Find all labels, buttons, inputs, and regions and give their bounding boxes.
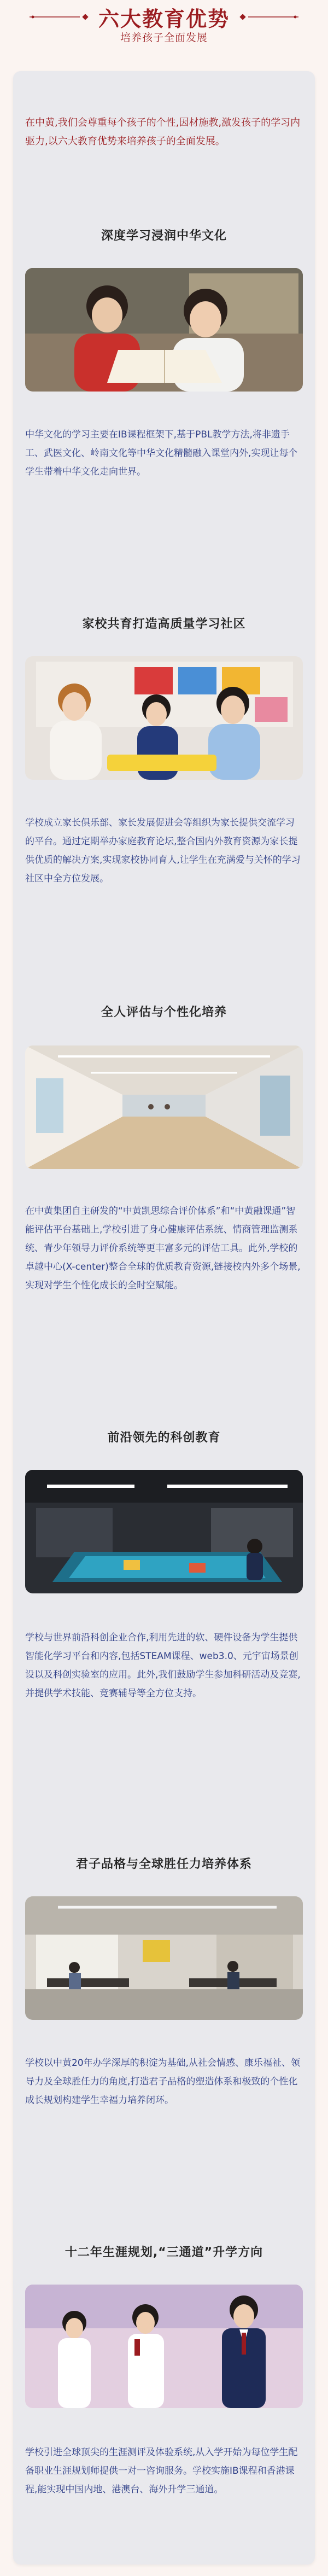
parents-teacher-child-photo	[25, 656, 303, 780]
right-ornament-icon	[238, 14, 298, 20]
section-title-chinese-culture: 深度学习浸润中华文化	[101, 229, 227, 243]
section-text-home-school: 学校成立家长俱乐部、家长发展促进会等组织为家长提供交流学习的平台。通过定期举办家庭教育论坛,整合国内外教育资源为家长提供优质的解决方案,实现家校协同育人,让学生在充满爱与关怀的学习社区中全方位发展。	[25, 817, 301, 884]
students-uniform-photo	[25, 2285, 303, 2408]
section-title-career-planning: 十二年生涯规划,“三通道”升学方向	[65, 2246, 263, 2259]
page-title: 六大教育优势	[98, 7, 230, 31]
section-title-innovation: 前沿领先的科创教育	[107, 1431, 221, 1445]
section-text-career-planning: 学校引进全球顶尖的生涯测评及体验系统,从入学开始为每位学生配备职业生涯规划师提供一对一咨询服务。学校实施IB课程和香港课程,能实现中国内地、港澳台、海外升学三通道。	[25, 2447, 298, 2495]
section-title-character: 君子品格与全球胜任力培养体系	[75, 1857, 252, 1871]
section-text-assessment: 在中黄集团自主研发的“中黄凯思综合评价体系”和“中黄融课通”智能评估平台基础上,学校引进了身心健康评估系统、情商管理监测系统、青少年领导力评价系统等更丰富多元的评估工具。此外,学校的卓越中心(X-center)整合全球的优质教育资源,链接校内外多个场景,实现对学生个性化成长的全时空赋能。	[25, 1206, 301, 1291]
page-subtitle: 培养孩子全面发展	[120, 32, 208, 44]
page-header	[0, 0, 328, 60]
students-reading-photo	[25, 268, 303, 392]
library-photo	[25, 1896, 303, 2020]
section-title-assessment: 全人评估与个性化培养	[101, 1006, 227, 1019]
section-text-character: 学校以中黄20年办学深厚的积淀为基础,从社会情感、康乐福祉、领导力及全球胜任力的角度,打造君子品格的塑造体系和极致的个性化成长规划构建学生幸福力培养闭环。	[25, 2058, 301, 2106]
section-text-innovation: 学校与世界前沿科创企业合作,利用先进的软、硬件设备为学生提供智能化学习平台和内容,包括STEAM课程、web3.0、元宇宙场景创设以及科创实验室的应用。此外,我们鼓励学生参加科研活动及竞赛,并提供学术技能、竞赛辅导等全方位支持。	[25, 1632, 301, 1699]
section-title-home-school: 家校共育打造高质量学习社区	[82, 617, 246, 631]
section-text-chinese-culture: 中华文化的学习主要在IB课程框架下,基于PBL教学方法,将非遗手工、武医文化、岭南文化等中华文化精髓融入课堂内外,实现让每个学生带着中华文化走向世界。	[25, 429, 298, 477]
hallway-photo	[25, 1045, 303, 1169]
intro-paragraph: 在中黄,我们会尊重每个孩子的个性,因材施教,激发孩子的学习内驱力,以六大教育优势来培养孩子的全面发展。	[25, 117, 301, 147]
robotics-lab-photo	[25, 1470, 303, 1593]
